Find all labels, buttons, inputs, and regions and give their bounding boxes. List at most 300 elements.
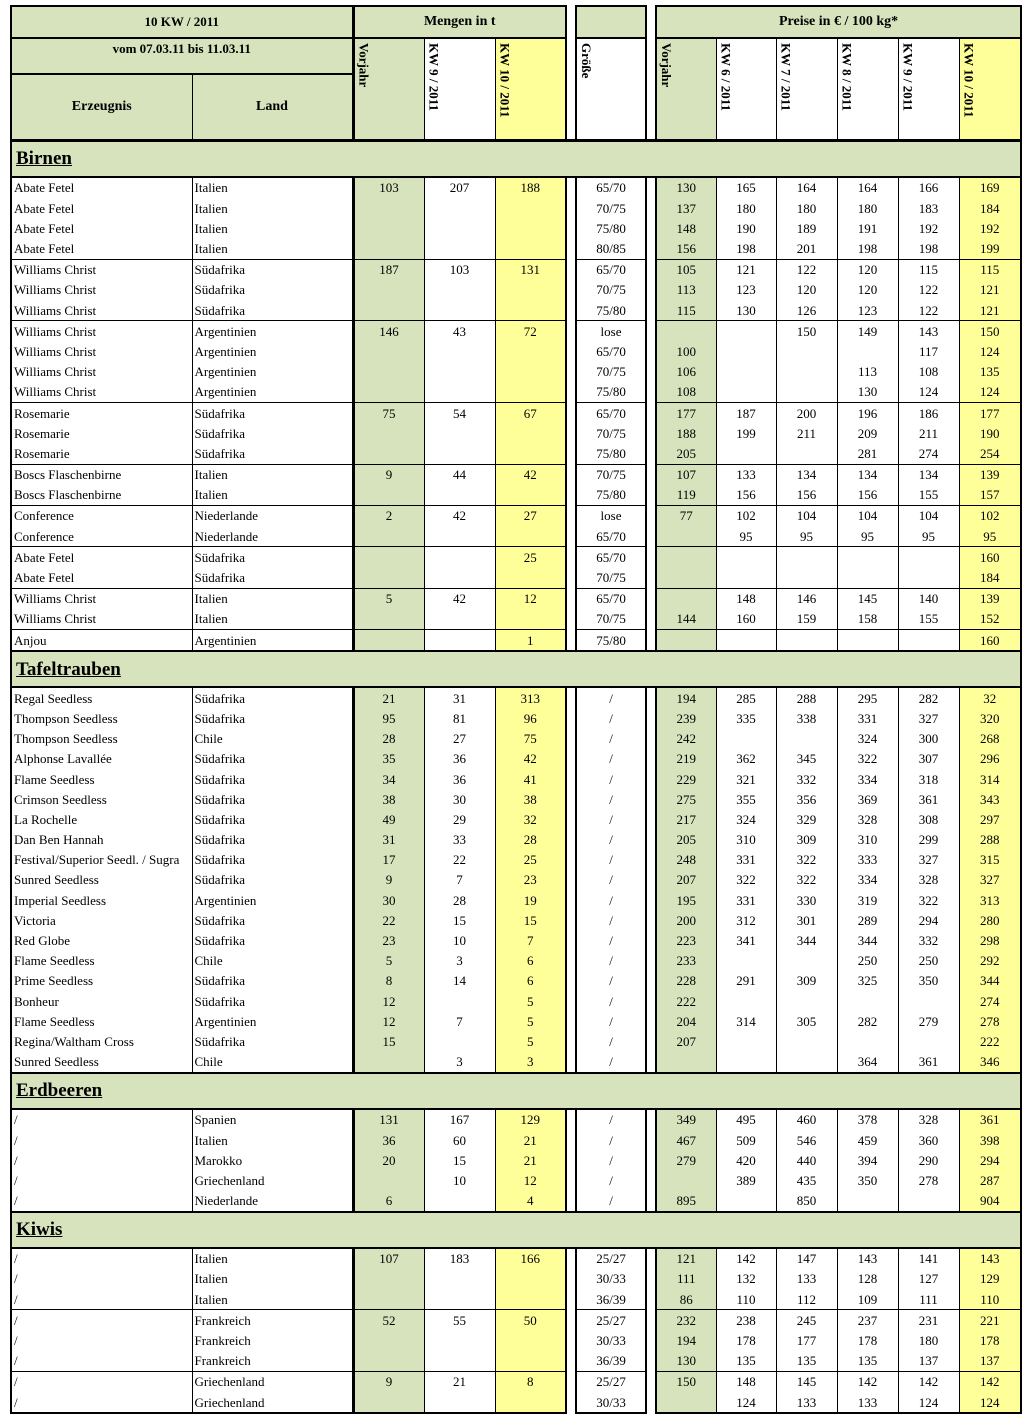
- table-cell: Abate Fetel: [11, 177, 192, 198]
- table-cell: 355: [716, 789, 776, 809]
- table-cell: 117: [898, 342, 959, 362]
- table-cell: 107: [353, 1248, 424, 1269]
- table-cell: 321: [716, 769, 776, 789]
- table-cell: 278: [959, 1011, 1021, 1031]
- spacer-cell: [646, 443, 656, 464]
- table-row: [11, 1248, 1021, 1269]
- table-cell: [837, 991, 898, 1011]
- table-cell: Argentinien: [192, 342, 353, 362]
- spacer-cell: [566, 259, 576, 280]
- table-cell: 156: [656, 239, 716, 260]
- spacer-cell: [566, 687, 576, 708]
- table-cell: Williams Christ: [11, 259, 192, 280]
- table-cell: 115: [959, 259, 1021, 280]
- table-cell: 389: [716, 1170, 776, 1190]
- table-cell: 52: [353, 1310, 424, 1331]
- table-cell: 233: [656, 951, 716, 971]
- table-cell: [776, 1052, 837, 1073]
- table-row: [11, 931, 1021, 951]
- table-cell: 124: [959, 1392, 1021, 1413]
- table-cell: 345: [776, 749, 837, 769]
- table-cell: 291: [716, 971, 776, 991]
- table-cell: 165: [716, 177, 776, 198]
- spacer-cell: [566, 971, 576, 991]
- table-cell: 19: [495, 890, 566, 910]
- table-cell: 36: [353, 1130, 424, 1150]
- table-cell: 122: [776, 259, 837, 280]
- table-cell: 139: [959, 588, 1021, 609]
- table-cell: 143: [837, 1248, 898, 1269]
- table-cell: 119: [656, 485, 716, 506]
- table-cell: 166: [495, 1248, 566, 1269]
- spacer-cell: [646, 1248, 656, 1269]
- table-cell: /: [576, 709, 646, 729]
- table-cell: [776, 991, 837, 1011]
- table-cell: /: [11, 1371, 192, 1392]
- table-cell: 36: [424, 769, 495, 789]
- spacer-cell: [566, 1032, 576, 1052]
- table-cell: [424, 1351, 495, 1372]
- table-cell: Südafrika: [192, 789, 353, 809]
- table-cell: 32: [959, 687, 1021, 708]
- table-cell: 120: [776, 280, 837, 300]
- table-cell: [424, 300, 495, 321]
- table-cell: Conference: [11, 506, 192, 527]
- table-cell: 199: [716, 423, 776, 443]
- table-cell: [424, 280, 495, 300]
- table-cell: 6: [495, 971, 566, 991]
- table-cell: 344: [959, 971, 1021, 991]
- table-cell: 198: [716, 239, 776, 260]
- table-cell: 297: [959, 809, 1021, 829]
- table-cell: 341: [716, 931, 776, 951]
- table-cell: 7: [495, 931, 566, 951]
- table-cell: 121: [959, 300, 1021, 321]
- table-cell: 279: [898, 1011, 959, 1031]
- table-cell: [424, 485, 495, 506]
- table-cell: Südafrika: [192, 1032, 353, 1052]
- table-cell: 129: [959, 1269, 1021, 1289]
- table-cell: Italien: [192, 239, 353, 260]
- table-cell: [353, 423, 424, 443]
- spacer-cell: [566, 951, 576, 971]
- table-row: [11, 1289, 1021, 1310]
- spacer-cell: [646, 547, 656, 568]
- table-row: [11, 630, 1021, 652]
- table-cell: 21: [424, 1371, 495, 1392]
- table-cell: 205: [656, 830, 716, 850]
- table-row: [11, 1011, 1021, 1031]
- col-mengen-kw9: KW 9 / 2011: [426, 43, 442, 112]
- table-cell: 298: [959, 931, 1021, 951]
- table-row: [11, 850, 1021, 870]
- table-cell: 140: [898, 588, 959, 609]
- table-cell: 279: [656, 1150, 716, 1170]
- table-cell: La Rochelle: [11, 809, 192, 829]
- table-cell: /: [11, 1248, 192, 1269]
- spacer-cell: [566, 506, 576, 527]
- table-cell: [353, 1269, 424, 1289]
- table-cell: /: [576, 1150, 646, 1170]
- table-cell: 322: [776, 850, 837, 870]
- table-cell: /: [11, 1392, 192, 1413]
- table-cell: 178: [837, 1331, 898, 1351]
- table-cell: 142: [959, 1371, 1021, 1392]
- table-cell: 145: [837, 588, 898, 609]
- table-cell: 274: [898, 443, 959, 464]
- table-cell: 43: [424, 321, 495, 342]
- table-cell: Festival/Superior Seedl. / Sugra: [11, 850, 192, 870]
- table-cell: 294: [898, 910, 959, 930]
- table-cell: 123: [837, 300, 898, 321]
- spacer-cell: [566, 1150, 576, 1170]
- table-cell: 135: [837, 1351, 898, 1372]
- table-cell: 60: [424, 1130, 495, 1150]
- table-cell: 15: [424, 910, 495, 930]
- table-row: [11, 1109, 1021, 1130]
- table-cell: 305: [776, 1011, 837, 1031]
- table-cell: 22: [424, 850, 495, 870]
- table-cell: 23: [353, 931, 424, 951]
- table-cell: 281: [837, 443, 898, 464]
- table-cell: [495, 1392, 566, 1413]
- table-cell: 95: [837, 526, 898, 547]
- spacer-cell: [566, 910, 576, 930]
- table-cell: 12: [495, 588, 566, 609]
- spacer-cell: [566, 1109, 576, 1130]
- table-cell: 364: [837, 1052, 898, 1073]
- table-cell: /: [11, 1331, 192, 1351]
- spacer-cell: [566, 1371, 576, 1392]
- table-cell: [424, 1269, 495, 1289]
- table-cell: [716, 443, 776, 464]
- table-cell: 204: [656, 1011, 716, 1031]
- spacer-cell: [646, 991, 656, 1011]
- table-cell: 95: [353, 709, 424, 729]
- table-cell: 126: [776, 300, 837, 321]
- table-cell: 23: [495, 870, 566, 890]
- table-cell: 111: [898, 1289, 959, 1310]
- table-cell: 184: [959, 198, 1021, 218]
- table-cell: Flame Seedless: [11, 769, 192, 789]
- table-cell: 30/33: [576, 1331, 646, 1351]
- table-cell: [424, 362, 495, 382]
- table-cell: 314: [716, 1011, 776, 1031]
- table-cell: 190: [716, 218, 776, 238]
- table-cell: 142: [898, 1371, 959, 1392]
- table-row: [11, 547, 1021, 568]
- table-cell: 190: [959, 423, 1021, 443]
- table-cell: 137: [959, 1351, 1021, 1372]
- table-cell: 329: [776, 809, 837, 829]
- table-cell: Italien: [192, 1130, 353, 1150]
- table-cell: Prime Seedless: [11, 971, 192, 991]
- table-cell: 131: [353, 1109, 424, 1130]
- table-cell: /: [11, 1170, 192, 1190]
- table-row: [11, 1170, 1021, 1190]
- table-cell: 44: [424, 464, 495, 485]
- spacer-cell: [646, 931, 656, 951]
- table-cell: Sunred Seedless: [11, 1052, 192, 1073]
- table-row: [11, 485, 1021, 506]
- table-cell: 21: [495, 1150, 566, 1170]
- table-cell: 327: [898, 709, 959, 729]
- table-cell: 30/33: [576, 1269, 646, 1289]
- table-cell: 312: [716, 910, 776, 930]
- table-cell: 30: [424, 789, 495, 809]
- table-cell: 137: [656, 198, 716, 218]
- table-cell: [898, 547, 959, 568]
- table-cell: [656, 547, 716, 568]
- spacer-cell: [566, 890, 576, 910]
- spacer-cell: [566, 850, 576, 870]
- table-cell: [353, 280, 424, 300]
- table-cell: [716, 321, 776, 342]
- table-cell: [776, 568, 837, 589]
- table-cell: [353, 485, 424, 506]
- table-cell: [776, 547, 837, 568]
- spacer-cell: [646, 870, 656, 890]
- spacer-cell: [646, 1052, 656, 1073]
- table-cell: 134: [837, 464, 898, 485]
- spacer-cell: [646, 1269, 656, 1289]
- table-cell: /: [11, 1191, 192, 1212]
- table-cell: 148: [656, 218, 716, 238]
- table-cell: 196: [837, 403, 898, 424]
- table-cell: [656, 588, 716, 609]
- spacer-cell: [566, 547, 576, 568]
- table-cell: 160: [716, 609, 776, 630]
- spacer-cell: [646, 709, 656, 729]
- spacer-cell: [646, 1032, 656, 1052]
- table-cell: 209: [837, 423, 898, 443]
- spacer-cell: [646, 1392, 656, 1413]
- table-cell: 205: [656, 443, 716, 464]
- table-row: [11, 1269, 1021, 1289]
- table-cell: [424, 1331, 495, 1351]
- table-cell: 144: [656, 609, 716, 630]
- table-cell: /: [576, 951, 646, 971]
- table-cell: 81: [424, 709, 495, 729]
- table-row: [11, 687, 1021, 708]
- table-cell: /: [576, 789, 646, 809]
- table-cell: 183: [898, 198, 959, 218]
- spacer-cell: [646, 1130, 656, 1150]
- table-row: [11, 362, 1021, 382]
- table-row: [11, 177, 1021, 198]
- section-title: Birnen: [11, 141, 1021, 178]
- table-cell: 38: [495, 789, 566, 809]
- table-cell: Argentinien: [192, 382, 353, 403]
- table-cell: 55: [424, 1310, 495, 1331]
- table-cell: [898, 1032, 959, 1052]
- spacer-cell: [646, 830, 656, 850]
- spacer-cell: [566, 1331, 576, 1351]
- table-cell: Williams Christ: [11, 362, 192, 382]
- table-cell: 188: [495, 177, 566, 198]
- table-cell: [495, 485, 566, 506]
- spacer-cell: [566, 789, 576, 809]
- spacer-cell: [566, 991, 576, 1011]
- table-cell: 86: [656, 1289, 716, 1310]
- spacer-cell: [646, 1371, 656, 1392]
- spacer-cell: [646, 382, 656, 403]
- table-row: [11, 609, 1021, 630]
- table-cell: 8: [353, 971, 424, 991]
- table-cell: [716, 547, 776, 568]
- spacer-cell: [566, 609, 576, 630]
- spacer-cell: [646, 464, 656, 485]
- table-cell: Argentinien: [192, 630, 353, 652]
- table-cell: 282: [898, 687, 959, 708]
- table-cell: 238: [716, 1310, 776, 1331]
- table-cell: 278: [898, 1170, 959, 1190]
- table-cell: 104: [776, 506, 837, 527]
- table-cell: [353, 609, 424, 630]
- table-cell: 350: [898, 971, 959, 991]
- table-cell: 41: [495, 769, 566, 789]
- table-cell: Südafrika: [192, 749, 353, 769]
- spacer-cell: [646, 890, 656, 910]
- table-cell: Boscs Flaschenbirne: [11, 464, 192, 485]
- table-cell: 160: [959, 630, 1021, 652]
- table-cell: [495, 198, 566, 218]
- table-cell: Spanien: [192, 1109, 353, 1130]
- table-cell: 72: [495, 321, 566, 342]
- table-cell: 328: [898, 870, 959, 890]
- table-cell: 194: [656, 1331, 716, 1351]
- table-cell: [353, 198, 424, 218]
- table-cell: 115: [898, 259, 959, 280]
- table-cell: [656, 630, 716, 652]
- table-cell: 113: [837, 362, 898, 382]
- table-cell: 332: [898, 931, 959, 951]
- table-cell: Italien: [192, 464, 353, 485]
- table-cell: 7: [424, 1011, 495, 1031]
- table-cell: 15: [353, 1032, 424, 1052]
- table-cell: 70/75: [576, 198, 646, 218]
- table-cell: [837, 342, 898, 362]
- spacer-cell: [566, 218, 576, 238]
- table-cell: 338: [776, 709, 837, 729]
- col-preise-vorjahr: Vorjahr: [659, 43, 675, 88]
- spacer-cell: [646, 1170, 656, 1190]
- table-cell: 95: [959, 526, 1021, 547]
- table-cell: 102: [959, 506, 1021, 527]
- table-cell: 75/80: [576, 630, 646, 652]
- table-cell: 435: [776, 1170, 837, 1190]
- table-cell: 121: [716, 259, 776, 280]
- table-cell: 3: [424, 951, 495, 971]
- table-cell: 75/80: [576, 300, 646, 321]
- table-row: [11, 588, 1021, 609]
- table-cell: 30: [353, 890, 424, 910]
- table-cell: [837, 630, 898, 652]
- table-cell: Abate Fetel: [11, 568, 192, 589]
- table-row: [11, 1150, 1021, 1170]
- table-cell: 70/75: [576, 609, 646, 630]
- table-cell: /: [576, 1170, 646, 1190]
- spacer-cell: [566, 423, 576, 443]
- table-row: [11, 1310, 1021, 1331]
- table-cell: [837, 1032, 898, 1052]
- table-cell: 42: [424, 588, 495, 609]
- table-row: [11, 769, 1021, 789]
- spacer-cell: [646, 506, 656, 527]
- table-cell: 324: [837, 729, 898, 749]
- table-cell: 237: [837, 1310, 898, 1331]
- table-cell: 343: [959, 789, 1021, 809]
- table-cell: Abate Fetel: [11, 198, 192, 218]
- table-cell: Südafrika: [192, 910, 353, 930]
- table-cell: [424, 342, 495, 362]
- spacer-cell: [646, 403, 656, 424]
- table-cell: 327: [898, 850, 959, 870]
- table-row: [11, 870, 1021, 890]
- table-cell: Williams Christ: [11, 609, 192, 630]
- spacer-cell: [646, 809, 656, 829]
- table-cell: Imperial Seedless: [11, 890, 192, 910]
- table-cell: 5: [495, 991, 566, 1011]
- table-cell: [898, 630, 959, 652]
- table-row: [11, 568, 1021, 589]
- table-cell: 28: [353, 729, 424, 749]
- table-cell: Chile: [192, 729, 353, 749]
- table-row: [11, 910, 1021, 930]
- table-cell: 5: [495, 1032, 566, 1052]
- table-cell: 180: [837, 198, 898, 218]
- table-cell: 75/80: [576, 443, 646, 464]
- table-row: [11, 1052, 1021, 1073]
- table-cell: 141: [898, 1248, 959, 1269]
- table-cell: Williams Christ: [11, 588, 192, 609]
- spacer-cell: [566, 1248, 576, 1269]
- table-cell: 95: [898, 526, 959, 547]
- table-cell: 8: [495, 1371, 566, 1392]
- table-cell: 199: [959, 239, 1021, 260]
- table-cell: 22: [353, 910, 424, 930]
- table-cell: 12: [353, 1011, 424, 1031]
- table-cell: /: [576, 1052, 646, 1073]
- table-cell: 187: [716, 403, 776, 424]
- table-cell: 201: [776, 239, 837, 260]
- table-cell: 198: [837, 239, 898, 260]
- table-cell: 133: [776, 1392, 837, 1413]
- table-cell: 77: [656, 506, 716, 527]
- table-cell: [353, 239, 424, 260]
- table-cell: 895: [656, 1191, 716, 1212]
- table-cell: Williams Christ: [11, 342, 192, 362]
- table-cell: 110: [959, 1289, 1021, 1310]
- table-cell: 335: [716, 709, 776, 729]
- table-cell: 103: [424, 259, 495, 280]
- table-cell: 132: [716, 1269, 776, 1289]
- table-cell: 124: [716, 1392, 776, 1413]
- table-row: [11, 526, 1021, 547]
- table-cell: Südafrika: [192, 300, 353, 321]
- table-cell: 239: [656, 709, 716, 729]
- table-cell: 105: [656, 259, 716, 280]
- spacer-cell: [646, 342, 656, 362]
- table-cell: 322: [837, 749, 898, 769]
- table-cell: Südafrika: [192, 809, 353, 829]
- table-cell: 328: [837, 809, 898, 829]
- table-cell: 191: [837, 218, 898, 238]
- table-cell: Italien: [192, 177, 353, 198]
- table-cell: 29: [424, 809, 495, 829]
- table-cell: Südafrika: [192, 991, 353, 1011]
- spacer-cell: [566, 729, 576, 749]
